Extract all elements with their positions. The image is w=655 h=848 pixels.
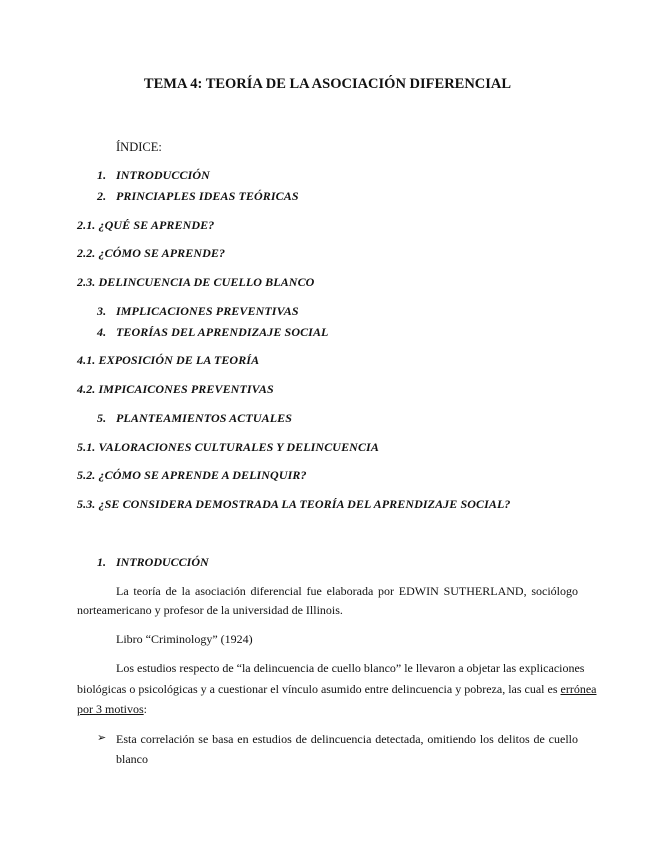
toc-item-5-2: 5.2. ¿CÓMO SE APRENDE A DELINQUIR? (77, 468, 307, 482)
underlined-text: por 3 motivos (77, 702, 144, 716)
paragraph-1-line-2: norteamericano y profesor de la universidad de Illinois. (77, 603, 343, 617)
book-reference: Libro “Criminology” (1924) (116, 632, 253, 646)
toc-item-3 (97, 304, 299, 319)
toc-item-number: 2. (97, 189, 107, 203)
toc-item-text: IMPLICACIONES PREVENTIVAS (116, 304, 299, 318)
paragraph-2-line-1: Los estudios respecto de “la delincuencia de cuello blanco” le llevaron a objetar las explicaciones (116, 661, 585, 675)
toc-item-text: INTRODUCCIÓN (116, 168, 210, 182)
toc-item-number: 1. (97, 168, 107, 182)
toc-item-5-1: 5.1. VALORACIONES CULTURALES Y DELINCUENCIA (77, 440, 379, 454)
toc-item-5-3: 5.3. ¿SE CONSIDERA DEMOSTRADA LA TEORÍA DEL APRENDIZAJE SOCIAL? (77, 497, 511, 511)
section-heading (97, 555, 209, 570)
paragraph-2-line-2 (77, 680, 597, 699)
toc-item-4-2: 4.2. IMPICAICONES PREVENTIVAS (77, 382, 274, 396)
toc-item-4-1: 4.1. EXPOSICIÓN DE LA TEORÍA (77, 353, 260, 367)
paragraph-2-text: biológicas o psicológicas y a cuestionar el vínculo asumido entre delincuencia y pobreza, las cual es (77, 682, 561, 696)
underlined-text: errónea (560, 682, 597, 696)
section-number: 1. (97, 555, 106, 569)
toc-item-4 (97, 325, 329, 340)
toc-item-2-3: 2.3. DELINCUENCIA DE CUELLO BLANCO (77, 275, 315, 289)
arrow-bullet-icon: ➢ (97, 732, 107, 744)
paragraph-2-line-3 (77, 700, 147, 719)
toc-item-number: 3. (97, 304, 107, 318)
toc-item-2-2: 2.2. ¿CÓMO SE APRENDE? (77, 246, 226, 260)
toc-item-text: PRINCIAPLES IDEAS TEÓRICAS (116, 189, 299, 203)
toc-item-2-1: 2.1. ¿QUÉ SE APRENDE? (77, 218, 215, 232)
paragraph-2-text: : (143, 702, 148, 716)
paragraph-1-line-1: La teoría de la asociación diferencial fue elaborada por EDWIN SUTHERLAND, sociólogo (116, 584, 578, 598)
document-title: TEMA 4: TEORÍA DE LA ASOCIACIÓN DIFERENCIAL (143, 76, 512, 92)
toc-item-number: 5. (97, 411, 107, 425)
toc-item-text: PLANTEAMIENTOS ACTUALES (116, 411, 293, 425)
bullet-item-line-2: blanco (116, 752, 148, 766)
toc-item-1 (97, 168, 210, 183)
toc-item-5 (97, 411, 292, 426)
toc-item-text: TEORÍAS DEL APRENDIZAJE SOCIAL (116, 325, 329, 339)
bullet-item-line-1: Esta correlación se basa en estudios de delincuencia detectada, omitiendo los delitos de cuello (116, 732, 578, 746)
toc-item-number: 4. (97, 325, 107, 339)
index-heading: ÍNDICE: (116, 140, 162, 154)
toc-item-2 (97, 189, 299, 204)
section-title: INTRODUCCIÓN (116, 555, 209, 569)
